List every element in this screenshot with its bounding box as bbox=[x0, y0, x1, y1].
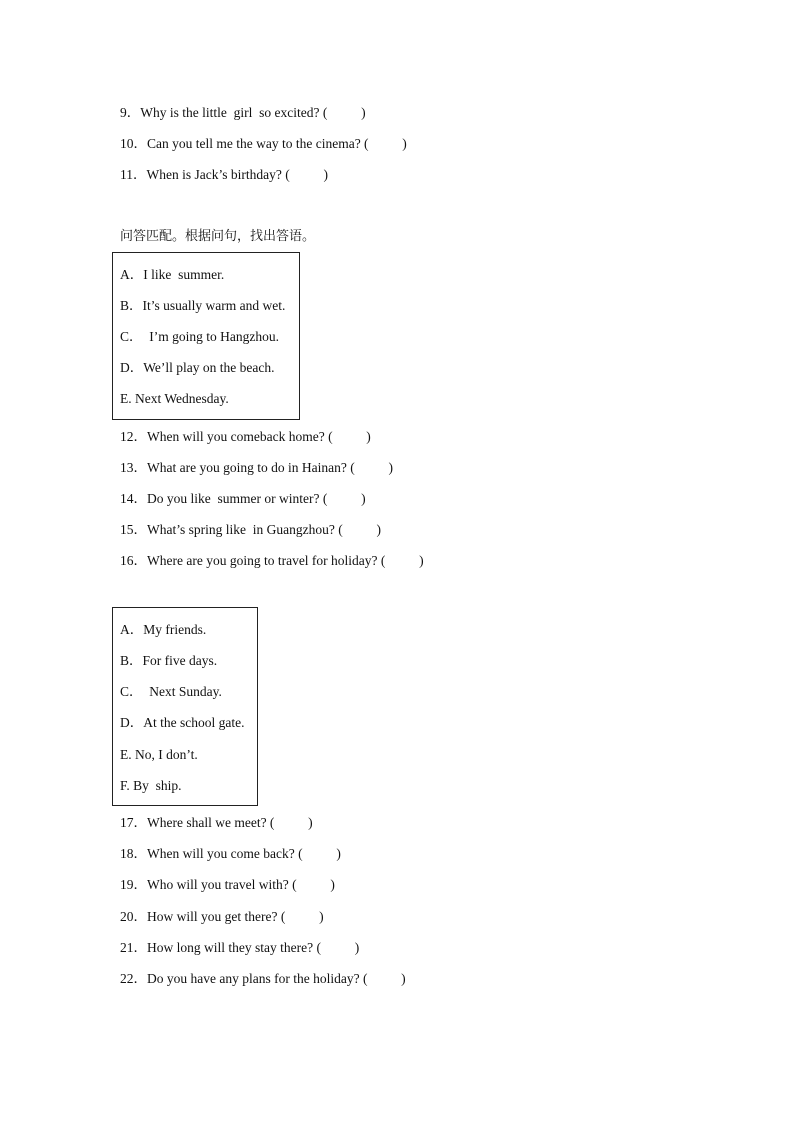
answer-options-box-2 bbox=[112, 607, 258, 806]
answer-options-box-1 bbox=[112, 252, 300, 420]
option-e: E. No, I don’t. bbox=[120, 747, 198, 762]
option-b: B．It’s usually warm and wet. bbox=[120, 298, 286, 313]
option-e: E. Next Wednesday. bbox=[120, 391, 229, 406]
question-9: 9．Why is the little girl so excited? ( ) bbox=[120, 105, 366, 120]
option-a: A．I like summer. bbox=[120, 267, 225, 282]
option-b: B．For five days. bbox=[120, 653, 218, 668]
question-13: 13．What are you going to do in Hainan? ( ) bbox=[120, 460, 393, 475]
option-d: D．We’ll play on the beach. bbox=[120, 360, 275, 375]
question-21: 21．How long will they stay there? ( ) bbox=[120, 940, 360, 955]
option-c: C． Next Sunday. bbox=[120, 684, 222, 699]
question-10: 10．Can you tell me the way to the cinema? ( ) bbox=[120, 136, 407, 151]
option-a: A．My friends. bbox=[120, 622, 207, 637]
question-19: 19．Who will you travel with? ( ) bbox=[120, 877, 335, 892]
question-22: 22．Do you have any plans for the holiday? ( ) bbox=[120, 971, 406, 986]
question-20: 20．How will you get there? ( ) bbox=[120, 909, 324, 924]
section-instruction: 问答匹配。根据问句，找出答语。 bbox=[120, 229, 316, 244]
question-16: 16．Where are you going to travel for holiday? ( ) bbox=[120, 553, 424, 568]
question-17: 17．Where shall we meet? ( ) bbox=[120, 815, 313, 830]
option-f: F. By ship. bbox=[120, 778, 182, 793]
question-18: 18．When will you come back? ( ) bbox=[120, 846, 341, 861]
question-11: 11．When is Jack’s birthday? ( ) bbox=[120, 167, 328, 182]
question-12: 12．When will you comeback home? ( ) bbox=[120, 429, 371, 444]
option-d: D．At the school gate. bbox=[120, 715, 245, 730]
option-c: C． I’m going to Hangzhou. bbox=[120, 329, 279, 344]
question-14: 14．Do you like summer or winter? ( ) bbox=[120, 491, 366, 506]
question-15: 15．What’s spring like in Guangzhou? ( ) bbox=[120, 522, 381, 537]
